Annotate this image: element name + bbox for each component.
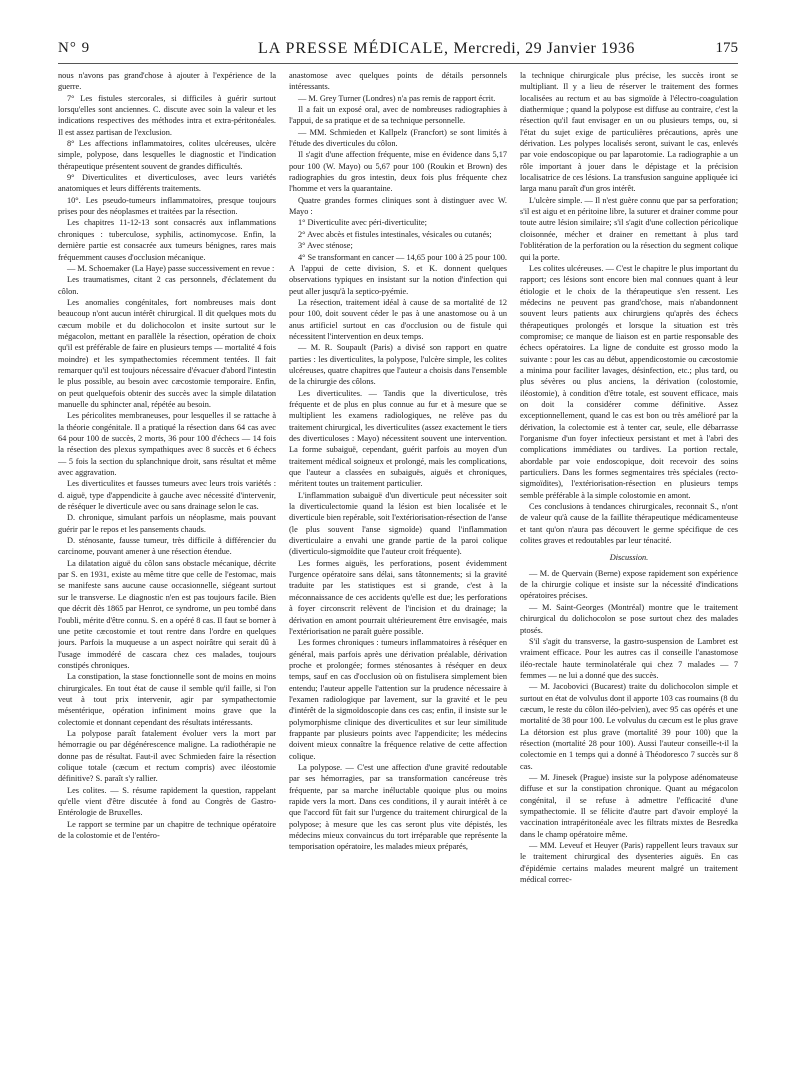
paragraph: La résection, traitement idéal à cause de sa mortalité de 12 pour 100, doit souvent céder le pas à une anastomose ou à un anus artificiel surtout en cas d'occlusion ou de fistule qui nécessitent l'intervention en deux temps. — [289, 297, 507, 341]
column-right — [520, 70, 738, 1070]
journal-name: LA PRESSE MÉDICALE, — [258, 40, 450, 57]
paragraph: L'ulcère simple. — Il n'est guère connu que par sa perforation; s'il est aigu et en péritoine libre, la suturer et drainer comme pour toute autre lésion similaire; s'il s'agit d'une collection péricolique cloisonnée, mécher et drainer en remettant à plus tard l'oblitération de la perforation ou la résection du segment colique qui la porte. — [520, 195, 738, 262]
paragraph: — M. Jinesek (Prague) insiste sur la polypose adénomateuse diffuse et sur la constipation chronique. Quant au mégacolon congénital, il se refuse à admettre l'efficacité d'une sympathectomie. Il se félicite d'autre part d'avoir employé la vaccination intrapéritonéale avec les filtrats mixtes de Besredka dans le champ opératoire même. — [520, 772, 738, 839]
paragraph: 10°. Les pseudo-tumeurs inflammatoires, presque toujours prises pour des néoplasmes et traitées par la résection. — [58, 195, 276, 217]
section-heading: Discussion. — [609, 553, 649, 563]
paragraph: D. sténosante, fausse tumeur, très difficile à différencier du carcinome, pouvant amener à une résection étendue. — [58, 536, 276, 557]
paragraph: 3° Avec sténose; — [298, 241, 353, 251]
paragraph: La constipation, la stase fonctionnelle sont de moins en moins chirurgicales. En tout état de cause il semble qu'il faille, si l'on veut à tout prix intervenir, agir par sympathectomie mésentérique, opération infiniment moins grave que la colectomie et donnant cependant des résultats intéressants. — [58, 672, 276, 727]
paragraph: Les formes aiguës, les perforations, posent évidemment l'urgence opératoire sans délai, sans tâtonnements; si la gravité traduite par les statistiques est si grande, c'est à la méconnaissance de ces accidents qu'elle est due; les perforations à foyer circonscrit relèvent de l'incision et du drainage; la dérivation en amont pourrait ultérieurement être envisagée, mais l'extériorisation ne paraît guère possible. — [289, 558, 507, 636]
paragraph: Il a fait un exposé oral, avec de nombreuses radiographies à l'appui, de sa pratique et de sa technique personnelle. — [289, 105, 507, 126]
paragraph: Les traumatismes, citant 2 cas personnels, d'éclatement du côlon. — [58, 275, 276, 296]
paragraph: S'il s'agit du transverse, la gastro-suspension de Lambret est vraiment efficace. Pour les autres cas il conseille l'anastomose iléo-rectale haute terminolatérale qui chez 7 malades — 7 femmes — ne lui a donné que des succès. — [520, 636, 738, 680]
paragraph: Les chapitres 11-12-13 sont consacrés aux inflammations chroniques : tuberculose, syphilis, actinomycose. Enfin, la dernière partie est consacrée aux tumeurs bénignes, rares mais fréquemment causes d'occlusion mécanique. — [58, 218, 276, 262]
paragraph: — MM. Schmieden et Kallpelz (Francfort) se sont limités à l'étude des diverticules du côlon. — [289, 127, 507, 149]
paragraph: La dilatation aiguë du côlon sans obstacle mécanique, décrite par S. en 1931, existe au même titre que celle de l'estomac, mais se manifeste sans aucune cause occasionnelle, siégeant surtout sur le transverse. Le diagnostic n'en est pas toujours facile. Bien que décrit dès 1865 par Henrot, ce syndrome, un peu tombé dans l'oubli, mérite d'être connu. S. en a opéré 8 cas. Il faut se borner à une petite cæcostomie et tout rentre dans l'ordre en quelques jours. Parfois la muqueuse a un aspect noirâtre qui serait dû à l'usage immodéré de cascara chez ces malades, toujours constipés chroniques. — [58, 558, 276, 670]
paragraph: Quatre grandes formes cliniques sont à distinguer avec W. Mayo : — [289, 195, 507, 217]
paragraph: Le rapport se termine par un chapitre de technique opératoire de la colostomie et de l'entéro- — [58, 819, 276, 841]
paragraph: — M. R. Soupault (Paris) a divisé son rapport en quatre parties : les diverticulites, la polypose, l'ulcère simple, les colites ulcéreuses, quatre chapitres que l'auteur a choisis dans l'ensemble de la chirurgie des côlons. — [289, 343, 507, 387]
paragraph: 9° Diverticulites et diverticuloses, avec leurs variétés anatomiques et leurs différents traitements. — [58, 173, 276, 194]
paragraph: — M. de Quervain (Berne) expose rapidement son expérience de la chirurgie colique et insiste sur la nécessité d'indications opératoires précises. — [520, 568, 738, 601]
paragraph: Il s'agit d'une affection fréquente, mise en évidence dans 5,17 pour 100 (W. Mayo) ou 5,67 pour 100 (Roukin et Brown) des radiographies du gros intestin, deux fois plus fréquente chez l'homme et vers la quarantaine. — [289, 150, 507, 194]
issue-number: N° 9 — [58, 40, 91, 56]
paragraph: L'inflammation subaiguë d'un diverticule peut nécessiter soit la diverticulectomie quand la lésion est bien localisée et le diverticule bien repérable, soit l'extériorisation-résection de l'anse (le plus souvent l'anse sigmoïde) quand l'inflammation diverticulaire a envahi une grande partie de la paroi colique (diverticulo-sigmoïdite que l'auteur croit fréquente). — [289, 490, 507, 557]
issue-date: Mercredi, 29 Janvier 1936 — [453, 40, 635, 57]
paragraph: Les diverticulites. — Tandis que la diverticulose, très fréquente et de plus en plus connue au fur et à mesure que se multiplient les examens radiologiques, ne relève pas du traitement chirurgical, les diverticulites (assez exactement le tiers des diverticuloses : Mayo) nécessitent souvent une intervention. La forme subaiguë, cependant, guérit parfois au moyen d'un traitement médical soigneux et prolongé, mais les complications, que l'auteur a classées en subaiguës, aiguës et chroniques, méritent toutes un traitement particulier. — [289, 388, 507, 489]
paragraph: Les colites. — S. résume rapidement la question, rappelant qu'elle vient d'être discutée à fond au Congrès de Gastro-Entérologie de Bruxelles. — [58, 785, 276, 818]
journal-title — [258, 40, 635, 58]
paragraph: Ces conclusions à tendances chirurgicales, reconnait S., n'ont de valeur qu'à cause de la faillite thérapeutique médicamenteuse et tant qu'on n'aura pas découvert le germe spécifique de ces colites graves et redoutables par leur ténacité. — [520, 502, 738, 546]
column-left — [58, 70, 276, 1070]
paragraph: 2° Avec abcès et fistules intestinales, vésicales ou cutanés; — [298, 229, 492, 239]
header-rule — [58, 63, 738, 64]
paragraph: La polypose. — C'est une affection d'une gravité redoutable par ses hémorragies, par sa transformation cancéreuse très fréquente, par sa marche inéluctable quoique plus ou moins rapide vers la mort. Dans ces conditions, il y aurait intérêt à ce que l'accord fût fait sur l'urgence du traitement chirurgical de la polypose; à mesure que les cas seront plus vite dépistés, les médecins mieux convaincus du tort irréparable que représente la temporisation opératoire, les malades mieux préparés, — [289, 762, 507, 852]
paragraph: anastomose avec quelques points de détails personnels intéressants. — [289, 71, 507, 92]
paragraph: Les anomalies congénitales, fort nombreuses mais dont beaucoup n'ont aucun intérêt chirurgical. Il dit quelques mots du cæcum mobile et du dolichocolon et insite surtout sur le mégacolon, mettant en parallèle la résection, opération de choix qu'il est préférable de faire en plusieurs temps — mortalité 4 fois moindre) et les sympathectomies récemment tentées. Il fait remarquer qu'il est toujours nécessaire d'évacuer d'abord l'intestin le plus possible, au besoin avec cæcostomie temporaire. Enfin, on peut quelquefois obtenir des succès avec la simple dilatation manuelle du sphincter anal, répétée au besoin. — [58, 297, 276, 409]
paragraph: nous n'avons pas grand'chose à ajouter à l'expérience de la guerre. — [58, 71, 276, 92]
page-header — [58, 40, 738, 60]
paragraph: Les colites ulcéreuses. — C'est le chapitre le plus important du rapport; ces lésions sont encore bien mal connues quant à leur étiologie et le choix de la thérapeutique s'en ressent. Les médecins ne peuvent pas grand'chose, mais n'abandonnent souvent leurs patients aux chirurgiens qu'après des échecs thérapeutiques prolongés et lorsque la situation est très compromise; ce manque de liaison est en partie responsable des échecs opératoires. La ligne de conduite est grosso modo la suivante : pour les cas au début, appendicostomie ou cæcostomie a minima pour faciliter lavages, désinfection, etc.; plus tard, ou plus sévères ou plus anciens, la dérivation (colostomie, iléostomie), à condition d'être totale, est souvent efficace, mais on doit la considérer comme définitive. Assez exceptionnellement, quand le cas est bon ou très amélioré par la dérivation, la colectomie est à tenter car, seule, elle débarrasse l'organisme d'un foyer infectieux persistant et met à l'abri des complications immédiates ou tardives. La portion rectale, abordable par voie endoscopique, doit recevoir des soins particuliers. Dans les formes segmentaires très spéciales (recto-sigmoïdites), l'extériorisation-résection en plusieurs temps semble préférable à la simple colostomie en amont. — [520, 263, 738, 500]
paragraph: la technique chirurgicale plus précise, les succès iront se multipliant. Il y a lieu de réserver le traitement des formes localisées au rectum et au bas sigmoïde à l'électro-coagulation diathermique ; quand la polypose est diffuse au contraire, c'est la résection qu'il faut envisager en un ou plusieurs temps, ou, si l'état du sujet exige de particulières précautions, après une dérivation. Les polypes localisés seront, suivant le cas, enlevés par voie endoscopique ou par laparotomie. La radiographie a un rôle important à jouer dans le dépistage et la précision localisatrice de ces lésions. La transfusion sanguine appliquée ici larga manu paraît d'un gros intérêt. — [520, 71, 738, 194]
column-middle — [289, 70, 507, 1070]
paragraph: 1° Diverticulite avec péri-diverticulite; — [298, 218, 427, 228]
paragraph: — M. Schoemaker (La Haye) passe successivement en revue : — [67, 263, 275, 273]
paragraph: 8° Les affections inflammatoires, colites ulcéreuses, ulcère simple, polypose, dans lesquelles le diagnostic et l'indication thérapeutique présentent souvent de grandes difficultés. — [58, 139, 276, 171]
article-body — [58, 70, 738, 1070]
paragraph: Les péricolites membraneuses, pour lesquelles il se rattache à la théorie congénitale. Il a pratiqué la résection dans 64 cas avec 64 pour 100 de succès, 2 morts, 36 pour 100 d'échecs — 14 fois la résection des plexus sympathiques avec 8 succès et 6 échecs — 5 fois la section du splanchnique droit, sans résultat et même avec aggravation. — [58, 411, 276, 478]
paragraph: — MM. Leveuf et Heuyer (Paris) rappellent leurs travaux sur le traitement chirurgical des dysenteries aiguës. En cas d'épidémie certains malades meurent malgré un traitement médical correc- — [520, 841, 738, 885]
paragraph: La polypose paraît fatalement évoluer vers la mort par hémorragie ou par dégénérescence maligne. La radiothérapie ne donne pas de résultat. Faut-il avec Schmieden faire la résection colique totale (cæcum et rectum compris) avec iléostomie définitive? S. paraît s'y rallier. — [58, 728, 276, 784]
paragraph: Les formes chroniques : tumeurs inflammatoires à réséquer en général, mais parfois après une dérivation préalable, dérivation proche et prolongée; formes sténosantes à réséquer en deux temps, sauf en cas d'occlusion où on fistulisera simplement bien entendu; l'auteur appelle l'attention sur la prudence nécessaire à l'examen radiologique par lavement, sur la gravité et le peu d'intérêt de la sigmoïdoscopie dans ces cas; enfin, il insiste sur le polymorphisme clinique des diverticulites et sur leur similitude frappante par plusieurs points avec l'appendicite; les médecins doivent mieux connaître la fréquence relative de cette affection colique. — [289, 638, 507, 761]
paragraph: 4° Se transformant en cancer — 14,65 pour 100 à 25 pour 100. A l'appui de cette division, S. et K. donnent quelques observations typiques en insistant sur la notion d'infection qui peut aller jusqu'à la septico-pyémie. — [289, 252, 507, 296]
paragraph: D. chronique, simulant parfois un néoplasme, mais pouvant guérir par le repos et les pansements chauds. — [58, 513, 276, 534]
paragraph: Les diverticulites et fausses tumeurs avec leurs trois variétés : d. aiguë, type d'appendicite à gauche avec nécessité d'intervenir, de réséquer le diverticule avec ou sans drainage selon le cas. — [58, 479, 276, 512]
paragraph: — M. Jacobovici (Bucarest) traite du dolichocolon simple et surtout en état de volvulus dont il apporte 103 cas roumains (8 du cæcum, le reste du côlon iléo-pelvien), avec 95 cas opérés et une mortalité de 38 pour 100. Le volvulus du cæcum est le plus grave La détorsion est plus grave (mortalité 39 pour 100) que la résection (mortalité 28 pour 100). Aussi l'auteur conseille-t-il la colectomie en 1 temps qui a donné à Théodoresco 7 succès sur 8 cas. — [520, 682, 738, 771]
page-number: 175 — [715, 40, 738, 56]
paragraph: — M. Saint-Georges (Montréal) montre que le traitement chirurgical du dolichocolon se pose surtout chez des malades ptosés. — [520, 602, 738, 635]
paragraph: — M. Grey Turner (Londres) n'a pas remis de rapport écrit. — [298, 93, 496, 103]
paragraph: 7° Les fistules stercorales, si difficiles à guérir surtout lorsqu'elles sont anciennes. C. discute avec soin la valeur et les indications respectives des méthodes intra et extra-péritonéales. Il est assez partisan de l'exclusion. — [58, 93, 276, 137]
